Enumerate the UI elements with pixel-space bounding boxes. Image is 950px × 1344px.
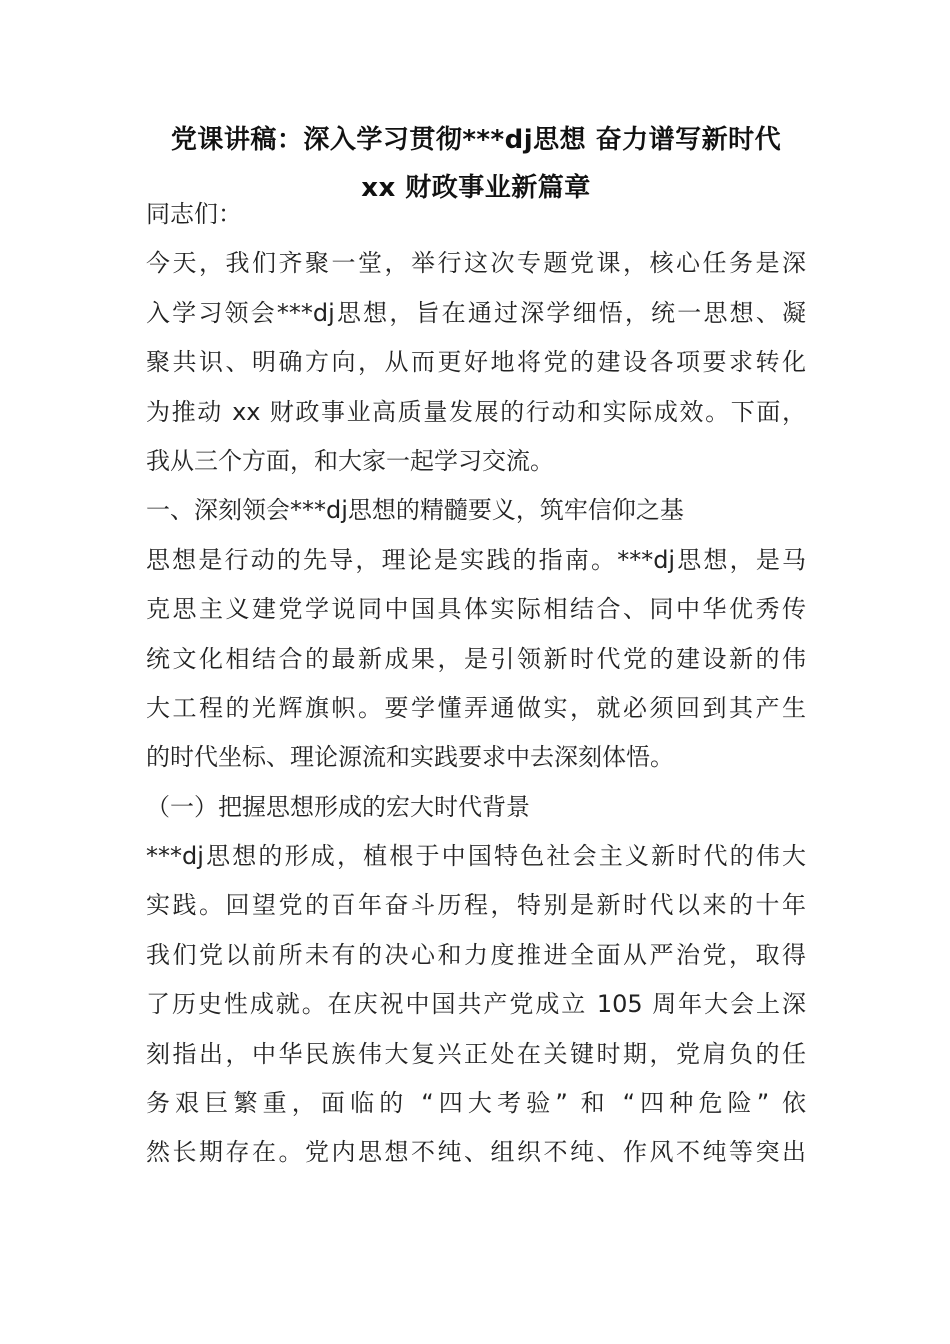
body-text-line: 的时代坐标、理论源流和实践要求中去深刻体悟。 bbox=[146, 743, 674, 772]
body-text-line: 同志们： bbox=[146, 200, 242, 228]
body-text-line: 克思主义建党学说同中国具体实际相结合、同中华优秀传 bbox=[146, 595, 806, 624]
body-text-line: 一、深刻领会***dj思想的精髓要义，筑牢信仰之基 bbox=[146, 496, 684, 525]
document-body bbox=[146, 190, 806, 1178]
body-text-line: 统文化相结合的最新成果，是引领新时代党的建设新的伟 bbox=[146, 644, 806, 673]
body-text-line: 刻指出，中华民族伟大复兴正处在关键时期，党肩负的任 bbox=[146, 1039, 806, 1068]
body-text-line: 我们党以前所未有的决心和力度推进全面从严治党，取得 bbox=[146, 940, 806, 969]
body-text-line: 了历史性成就。在庆祝中国共产党成立 105 周年大会上深 bbox=[146, 990, 806, 1019]
body-text-line: ***dj思想的形成，植根于中国特色社会主义新时代的伟大 bbox=[146, 842, 806, 871]
body-text-line: 然长期存在。党内思想不纯、组织不纯、作风不纯等突出 bbox=[146, 1138, 806, 1167]
document-title-line-2: xx 财政事业新篇章 bbox=[361, 173, 591, 203]
body-text-line: 实践。回望党的百年奋斗历程，特别是新时代以来的十年 bbox=[146, 891, 806, 920]
body-text-line: 大工程的光辉旗帜。要学懂弄通做实，就必须回到其产生 bbox=[146, 693, 806, 722]
body-text-line: 我从三个方面，和大家一起学习交流。 bbox=[146, 446, 554, 475]
body-text-line: （一）把握思想形成的宏大时代背景 bbox=[146, 792, 530, 821]
body-text-line: 聚共识、明确方向，从而更好地将党的建设各项要求转化 bbox=[146, 348, 806, 377]
body-text-line: 入学习领会***dj思想，旨在通过深学细悟，统一思想、凝 bbox=[146, 298, 806, 327]
document-title-line-1: 党课讲稿：深入学习贯彻***dj思想 奋力谱写新时代 bbox=[170, 125, 782, 155]
body-text-line: 务艰巨繁重，面临的 “四大考验” 和 “四种危险” 依 bbox=[146, 1089, 806, 1118]
body-text-line: 今天，我们齐聚一堂，举行这次专题党课，核心任务是深 bbox=[146, 249, 806, 278]
body-text-line: 思想是行动的先导，理论是实践的指南。***dj思想，是马 bbox=[146, 545, 806, 574]
body-text-line: 为推动 xx 财政事业高质量发展的行动和实际成效。下面， bbox=[146, 397, 806, 426]
